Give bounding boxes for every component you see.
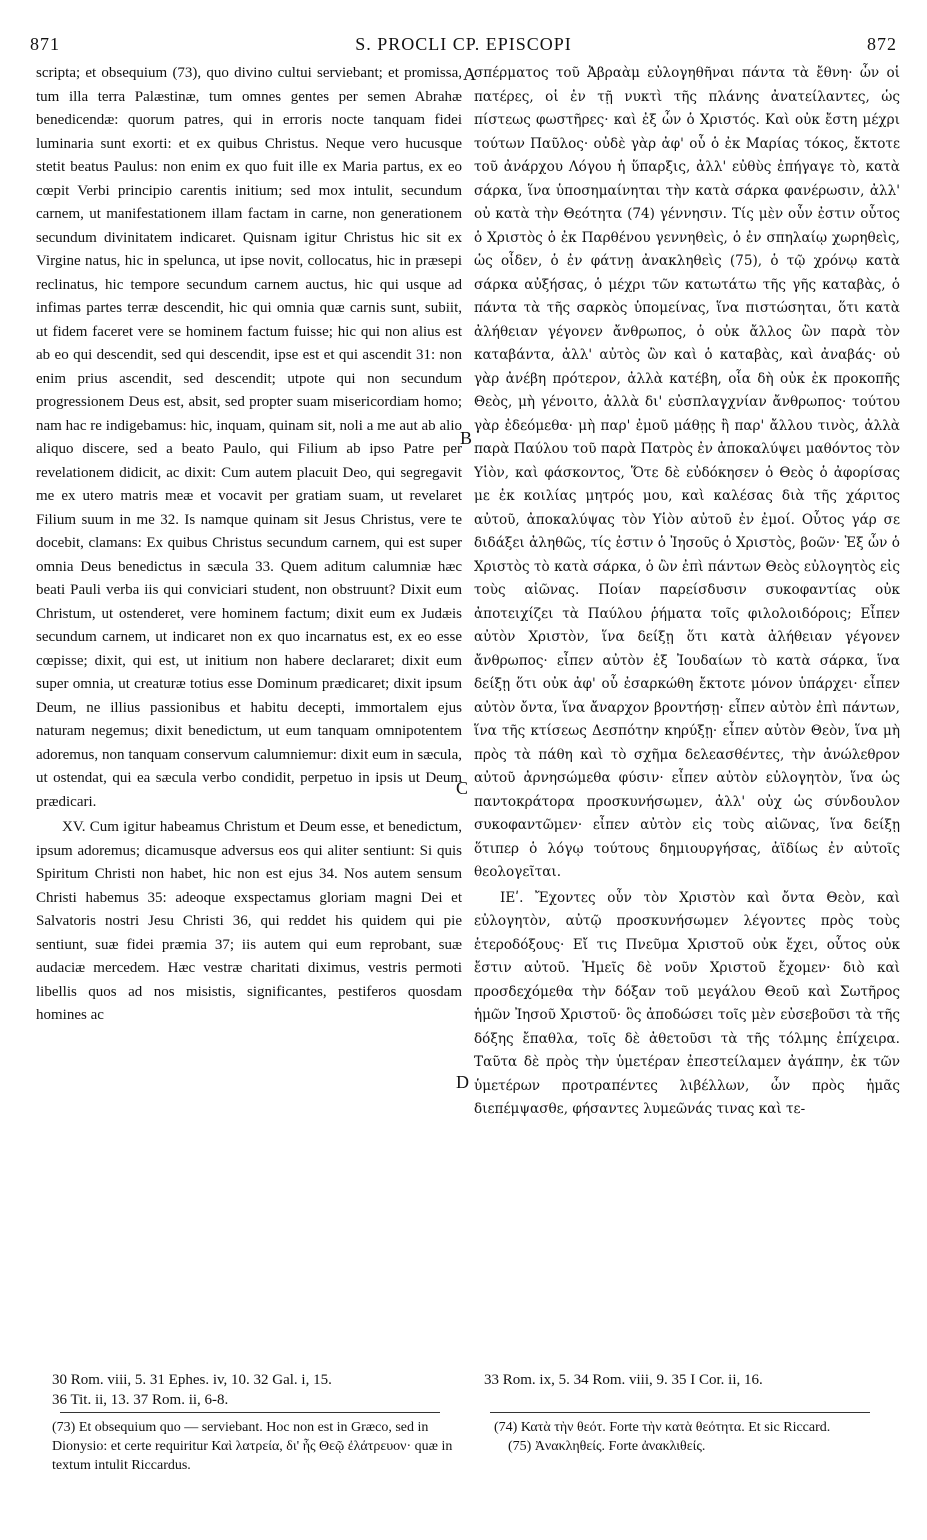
left-page-number: 871: [30, 34, 60, 54]
margin-mark-d: D: [456, 1072, 469, 1092]
latin-column: [36, 62, 462, 1362]
latin-paragraph-2: XV. Cum igitur habeamus Christum et Deum esse, et benedictum, ipsum adoremus; dicamusque adversus eos qui aliter sentiunt: Si quis Spiritum Christi non habet, hic non est ejus 34. Nos autem sensum Christi habemus 35: adeoque exspectamus gloriam magni Dei et Salvatoris nostri Jesu Christi 36, qui reddet his quidem qui pie sentiunt, suæ fidei præmia 37; iis autem qui eum reprobant, suæ audaciæ mercedem. Hæc vestræ charitati diximus, vestris permoti libellis quos ad nos misistis, significantes, pestiferos quosdam homines ac: [36, 819, 462, 1023]
note-75: (75) Ἀνακληθείς. Forte ἀνακλιθείς.: [508, 1439, 706, 1454]
right-page-number: 872: [867, 34, 897, 54]
latin-notes: [52, 1418, 462, 1475]
margin-mark-b: B: [460, 428, 473, 448]
footnote-line: 33 Rom. ix, 5. 34 Rom. viii, 9. 35 I Cor. ii, 16.: [484, 1372, 763, 1388]
notes-divider-left: [60, 1412, 440, 1413]
notes-divider-right: [490, 1412, 870, 1413]
greek-column: [474, 62, 900, 1362]
footnote-line: 30 Rom. viii, 5. 31 Ephes. iv, 10. 32 Gal. i, 15.: [52, 1372, 332, 1388]
greek-footnotes: [484, 1370, 894, 1390]
page-header: [0, 34, 927, 58]
margin-mark-a: A: [463, 64, 476, 84]
footnote-line: 36 Tit. ii, 13. 37 Rom. ii, 6-8.: [52, 1392, 229, 1408]
running-title: S. PROCLI CP. EPISCOPI: [355, 34, 572, 54]
greek-paragraph-1: σπέρματος τοῦ Ἀβραὰμ εὐλογηθῆναι πάντα τὰ ἔθνη· ὧν οἱ πατέρες, οἱ ἐν τῇ νυκτὶ τῆς πλάνης ἀνατείλαντες, ὡς πίστεως φωστῆρες· καὶ ἐξ ὧν ὁ Χριστός. Καὶ οὐκ ἔστη μέχρι τούτων Παῦλος· οὐδὲ γὰρ ἀφ' οὗ ὁ ἐκ Μαρίας τόκος, ἔκτοτε τοῦ ἀνάρχου Λόγου ἡ ὕπαρξις, ἀλλ' εὐθὺς ἐπήγαγε τὸ, κατὰ σάρκα, ἵνα ὑποσημαίνηται τὴν κατὰ σάρκα φανέρωσιν, ἀλλ' οὐ κατὰ τὴν Θεότητα (74) γέννησιν. Τίς μὲν οὖν ἐστιν οὗτος ὁ Χριστὸς ὁ ἐκ Παρθένου γεννηθεὶς, ὁ ἐν σπηλαίῳ χωρηθεὶς, ὡς οἶδεν, ὁ ἐν φάτνῃ ἀνακληθεὶς (75), ὁ τῷ χρόνῳ κατὰ σάρκα αὐξήσας, ὁ μέχρι τῶν κατωτάτω τῆς γῆς καταβὰς, ὁ πάντα τὰ τῆς σαρκὸς ὑπομείνας, ἵνα πιστώσηται, ὅτι κατὰ ἀλήθειαν γέγονεν ἄνθρωπος, ὁ οὐκ ἄλλος ὢν παρὰ τὸν καταβάντα, ἀλλ' αὐτὸς ὢν καὶ ὁ καταβὰς, καὶ ἀναβάς· οὐ γὰρ ἀνέβη πρότερον, ἀλλὰ κατέβη, οἷα δὴ οὐκ ἐκ προκοπῆς Θεὸς, μὴ γένοιτο, ἀλλὰ δι' εὐσπλαγχνίαν ἄνθρωπος· τούτου γὰρ ἐδεόμεθα· μὴ παρ' ἐμοῦ μάθῃς ἢ παρ' ἄλλου τινὸς, ἀλλὰ παρὰ Παύλου τοῦ παρὰ Πατρὸς ἐν ἀποκαλύψει μαθόντος τὸν Υἱὸν, καὶ φάσκοντος, Ὅτε δὲ εὐδόκησεν ὁ Θεὸς ὁ ἀφορίσας με ἐκ κοιλίας μητρός μου, καὶ καλέσας διὰ τῆς χάριτος αὐτοῦ, ἀποκαλύψας τὸν Υἱὸν αὐτοῦ ἐν ἐμοί. Οὗτος γάρ σε διδάξει ἀληθῶς, τίς ἐστιν ὁ Ἰησοῦς ὁ Χριστὸς, βοῶν· Ἐξ ὧν ὁ Χριστὸς τὸ κατὰ σάρκα, ὁ ὢν ἐπὶ πάντων Θεὸς εὐλογητὸς εἰς τοὺς αἰῶνας. Ποίαν παρείσδυσιν συκοφαντίας οὐκ ἀποτειχίζει τὰ Παύλου ῥήματα τοῖς φιλολοιδόροις; Εἶπεν αὐτὸν Χριστὸν, ἵνα δείξῃ ὅτι κατὰ ἀλήθειαν γέγονεν ἄνθρωπος· εἶπεν αὐτὸν ἐξ Ἰουδαίων τὸ κατὰ σάρκα, ἵνα δείξῃ ὅτι οὐκ ἀφ' οὗ ἐσαρκώθη ἔκτοτε μόνον ὑπάρχει· εἶπεν αὐτὸν ὄντα, ἵνα ἄναρχον βροντήσῃ· εἶπεν αὐτὸν ἐπὶ πάντων, ἵνα τῆς κτίσεως Δεσπότην κηρύξῃ· εἶπεν αὐτὸν Θεὸν, ἵνα μὴ πρὸς τὰ πάθη καὶ τὸ σχῆμα δελεασθέντες, τὴν ἀνώλεθρον αὐτοῦ ἀρνησώμεθα φύσιν· εἶπεν αὐτὸν εὐλογητὸν, ἵνα ὡς παντοκράτορα προσκυνήσωμεν, ἀλλ' οὐχ ὡς σύνδουλον συκοφαντῶμεν· εἶπεν αὐτὸν εἰς τοὺς αἰῶνας, ἵνα δείξῃ ὅτιπερ ὁ λόγῳ τούτους δημιουργήσας, ἀϊδίως ἐν αὐτοῖς θεολογεῖται.: [474, 65, 900, 880]
greek-paragraph-2: ΙΕʹ. Ἔχοντες οὖν τὸν Χριστὸν καὶ ὄντα Θεὸν, καὶ εὐλογητὸν, αὐτῷ προσκυνήσωμεν λέγοντες πρὸς τοὺς ἑτεροδόξους· Εἴ τις Πνεῦμα Χριστοῦ οὐκ ἔχει, οὗτος οὐκ ἔστιν αὐτοῦ. Ἡμεῖς δὲ νοῦν Χριστοῦ ἔχομεν· διὸ καὶ προσδεχόμεθα τὴν δόξαν τοῦ μεγάλου Θεοῦ καὶ Σωτῆρος ἡμῶν Ἰησοῦ Χριστοῦ· ὃς ἀποδώσει τοῖς μὲν εὐσεβοῦσι τὰ τῆς δόξης ἔπαθλα, τοῖς δὲ ἀθετοῦσι τὰ τῆς τόλμης ἐπίχειρα. Ταῦτα δὲ πρὸς τὴν ὑμετέραν ἐπεστείλαμεν ἀγάπην, ἐκ τῶν ὑμετέρων προτραπέντες λιβέλλων, ὧν πρὸς ἡμᾶς διεπέμψασθε, φήσαντες λυμεῶνάς τινας καὶ τε-: [474, 889, 900, 1117]
note-73: (73) Et obsequium quo — serviebant. Hoc non est in Græco, sed in Dionysio: et certe requiritur Καὶ λατρεία, δι' ἧς Θεῷ ἐλάτρευον· quæ in textum intulit Riccardus.: [52, 1420, 453, 1473]
greek-notes: [494, 1418, 894, 1456]
latin-footnotes: [52, 1370, 472, 1410]
margin-mark-c: C: [456, 778, 469, 798]
note-74: (74) Κατὰ τὴν θεότ. Forte τὴν κατὰ θεότητα. Et sic Riccard.: [494, 1420, 831, 1435]
latin-paragraph-1: scripta; et obsequium (73), quo divino cultui serviebant; et promissa, tum illa terra Palæstinæ, tum omnes gentes per semen Abrahæ benedicendæ: quorum patres, qui in erroris nocte tanquam fidei luminaria sunt exorti: et ex quibus Christus. Neque vero hucusque stetit beatus Paulus: non enim ex quo fuit ille ex Maria partus, ex eo cœpit Verbi principio carentis initium; sed mox intulit, secundum carnem, ut manifestationem illam factam in carne, non generationem secundum divinitatem indicaret. Quisnam igitur Christus hic sit ex Virgine natus, hic in spelunca, ut ipse novit, collocatus, hic in præsepi reclinatus, hic tempore secundum carnem auctus, hic qui usque ad infimas partes terræ descendit, hic qui omnia quæ carnis sunt, subiit, ut fidem faceret vere se hominem factum fuisse; hic qui non alius est ab eo qui descendit, sed qui descendit, ipse est et qui ascendit 31: non enim prius ascendit, sed descendit; utpote qui non secundum progressionem Deus est, absit, sed propter suam misericordiam homo; nam hac re indigebamus: hic, inquam, quinam sit, noli a me aut ab alio aliquo discere, sed a beato Paulo, qui Filium ab ipso Patre per revelationem didicit, ac dixit: Cum autem placuit Deo, qui segregavit me ex utero matris meæ et vocavit per gratiam suam, ut revelaret Filium suum in me 32. Is namque quinam sit Jesus Christus, vere te docebit, clamans: Ex quibus Christus secundum carnem, qui est super omnia Deus benedictus in sæcula 33. Quem aditum calumniæ hæc beati Pauli verba iis qui conviciari student, non obstruunt? Dixit eum Christum, ut ostenderet, vere hominem factum; dixit eum ex Judæis secundum carnem, ut indicaret non ex quo incarnatus est, ex eo esse cœpisse; dixit, qui est, ut initium non habere declararet; dixit eum super omnia, ut creaturæ totius esse Dominum prædicaret; dixit ipsum Deum, ne illius passionibus et habitu decepti, immortalem ejus naturam negemus; dixit benedictum, ut eum tanquam omnipotentem adoremus, non tanquam conservum calumniemur: dixit eum in sæcula, ut ostendat, qui ea sæcula verbo condidit, perpetuo in ipsis ut Deum prædicari.: [36, 65, 462, 810]
